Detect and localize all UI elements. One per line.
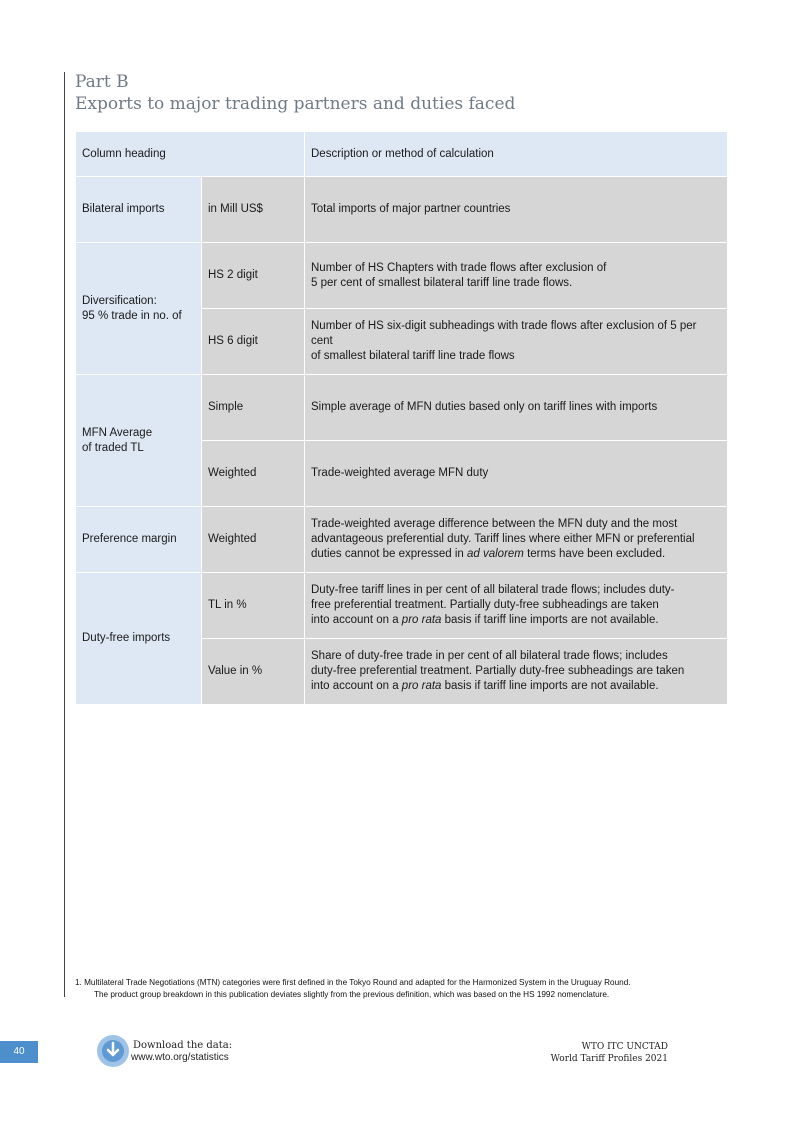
description-line: Share of duty-free trade in per cent of all bilateral trade flows; includes <box>311 650 668 662</box>
definitions-table <box>75 131 728 705</box>
footnote-line: The product group breakdown in this publication deviates slightly from the previous definition, which was based on the HS 1992 nomenclature. <box>94 990 610 999</box>
section-part-label: Part B <box>75 72 129 92</box>
description-text: basis if tariff line imports are not available. <box>441 680 659 692</box>
footnote <box>75 977 631 1001</box>
publication-title: World Tariff Profiles 2021 <box>550 1054 668 1064</box>
description-header: Description or method of calculation <box>305 132 728 177</box>
description-text: basis if tariff line imports are not available. <box>441 614 659 626</box>
row-description: Trade-weighted average MFN duty <box>305 441 728 507</box>
group-label-line: 95 % trade in no. of <box>82 309 182 322</box>
row-sub-label: HS 6 digit <box>202 309 305 375</box>
description-text: into account on a <box>311 614 402 626</box>
table-row <box>76 573 728 639</box>
download-link[interactable]: www.wto.org/statistics <box>131 1052 229 1063</box>
row-sub-label: Weighted <box>202 441 305 507</box>
description-emphasis: pro rata <box>401 614 442 626</box>
column-heading-header: Column heading <box>76 132 305 177</box>
table-row <box>76 375 728 441</box>
description-emphasis: pro rata <box>401 680 442 692</box>
footnote-line: 1. Multilateral Trade Negotiations (MTN) categories were first defined in the Tokyo Round and adapted for the Harmonized System in the Uruguay Round. <box>75 978 631 987</box>
row-group-label: Preference margin <box>76 507 202 573</box>
row-description: Simple average of MFN duties based only on tariff lines with imports <box>305 375 728 441</box>
description-line: Trade-weighted average difference between the MFN duty and the most <box>311 518 678 530</box>
table-row <box>76 507 728 573</box>
row-sub-label: TL in % <box>202 573 305 639</box>
row-group-label <box>76 243 202 375</box>
row-description: Total imports of major partner countries <box>305 177 728 243</box>
description-text: duties cannot be expressed in <box>311 548 467 560</box>
description-text: terms have been excluded. <box>523 548 666 560</box>
description-line: free preferential treatment. Partially duty-free subheadings are taken <box>311 599 659 611</box>
row-description <box>305 573 728 639</box>
row-description <box>305 309 728 375</box>
table-row <box>76 177 728 243</box>
row-sub-label: Weighted <box>202 507 305 573</box>
description-line: Number of HS six-digit subheadings with trade flows after exclusion of 5 per <box>311 320 697 332</box>
row-sub-label: Value in % <box>202 639 305 705</box>
description-line: Duty-free tariff lines in per cent of all bilateral trade flows; includes duty- <box>311 584 675 596</box>
row-description <box>305 243 728 309</box>
description-line: cent <box>311 335 333 347</box>
row-group-label: Duty-free imports <box>76 573 202 705</box>
group-label-line: Diversification: <box>82 294 157 307</box>
section-title: Exports to major trading partners and duties faced <box>75 94 516 114</box>
row-sub-label: HS 2 digit <box>202 243 305 309</box>
description-line: Number of HS Chapters with trade flows after exclusion of <box>311 261 607 274</box>
description-line: of smallest bilateral tariff line trade flows <box>311 350 515 362</box>
description-line: duty-free preferential treatment. Partially duty-free subheadings are taken <box>311 665 685 677</box>
group-label-line: MFN Average <box>82 426 153 439</box>
description-text: into account on a <box>311 680 402 692</box>
group-label-line: of traded TL <box>82 441 144 454</box>
table-header-row <box>76 132 728 177</box>
description-emphasis: ad valorem <box>467 548 524 560</box>
row-description <box>305 639 728 705</box>
row-sub-label: Simple <box>202 375 305 441</box>
publisher-label: WTO ITC UNCTAD <box>581 1042 668 1052</box>
description-line: advantageous preferential duty. Tariff lines where either MFN or preferential <box>311 533 695 545</box>
vertical-rule <box>64 72 65 997</box>
page-number: 40 <box>0 1041 38 1063</box>
row-group-label: Bilateral imports <box>76 177 202 243</box>
download-cloud-icon[interactable] <box>96 1034 130 1068</box>
row-sub-label: in Mill US$ <box>202 177 305 243</box>
download-label: Download the data: <box>133 1040 233 1051</box>
row-description <box>305 507 728 573</box>
row-group-label <box>76 375 202 507</box>
table-row <box>76 243 728 309</box>
description-line: 5 per cent of smallest bilateral tariff line trade flows. <box>311 276 573 289</box>
